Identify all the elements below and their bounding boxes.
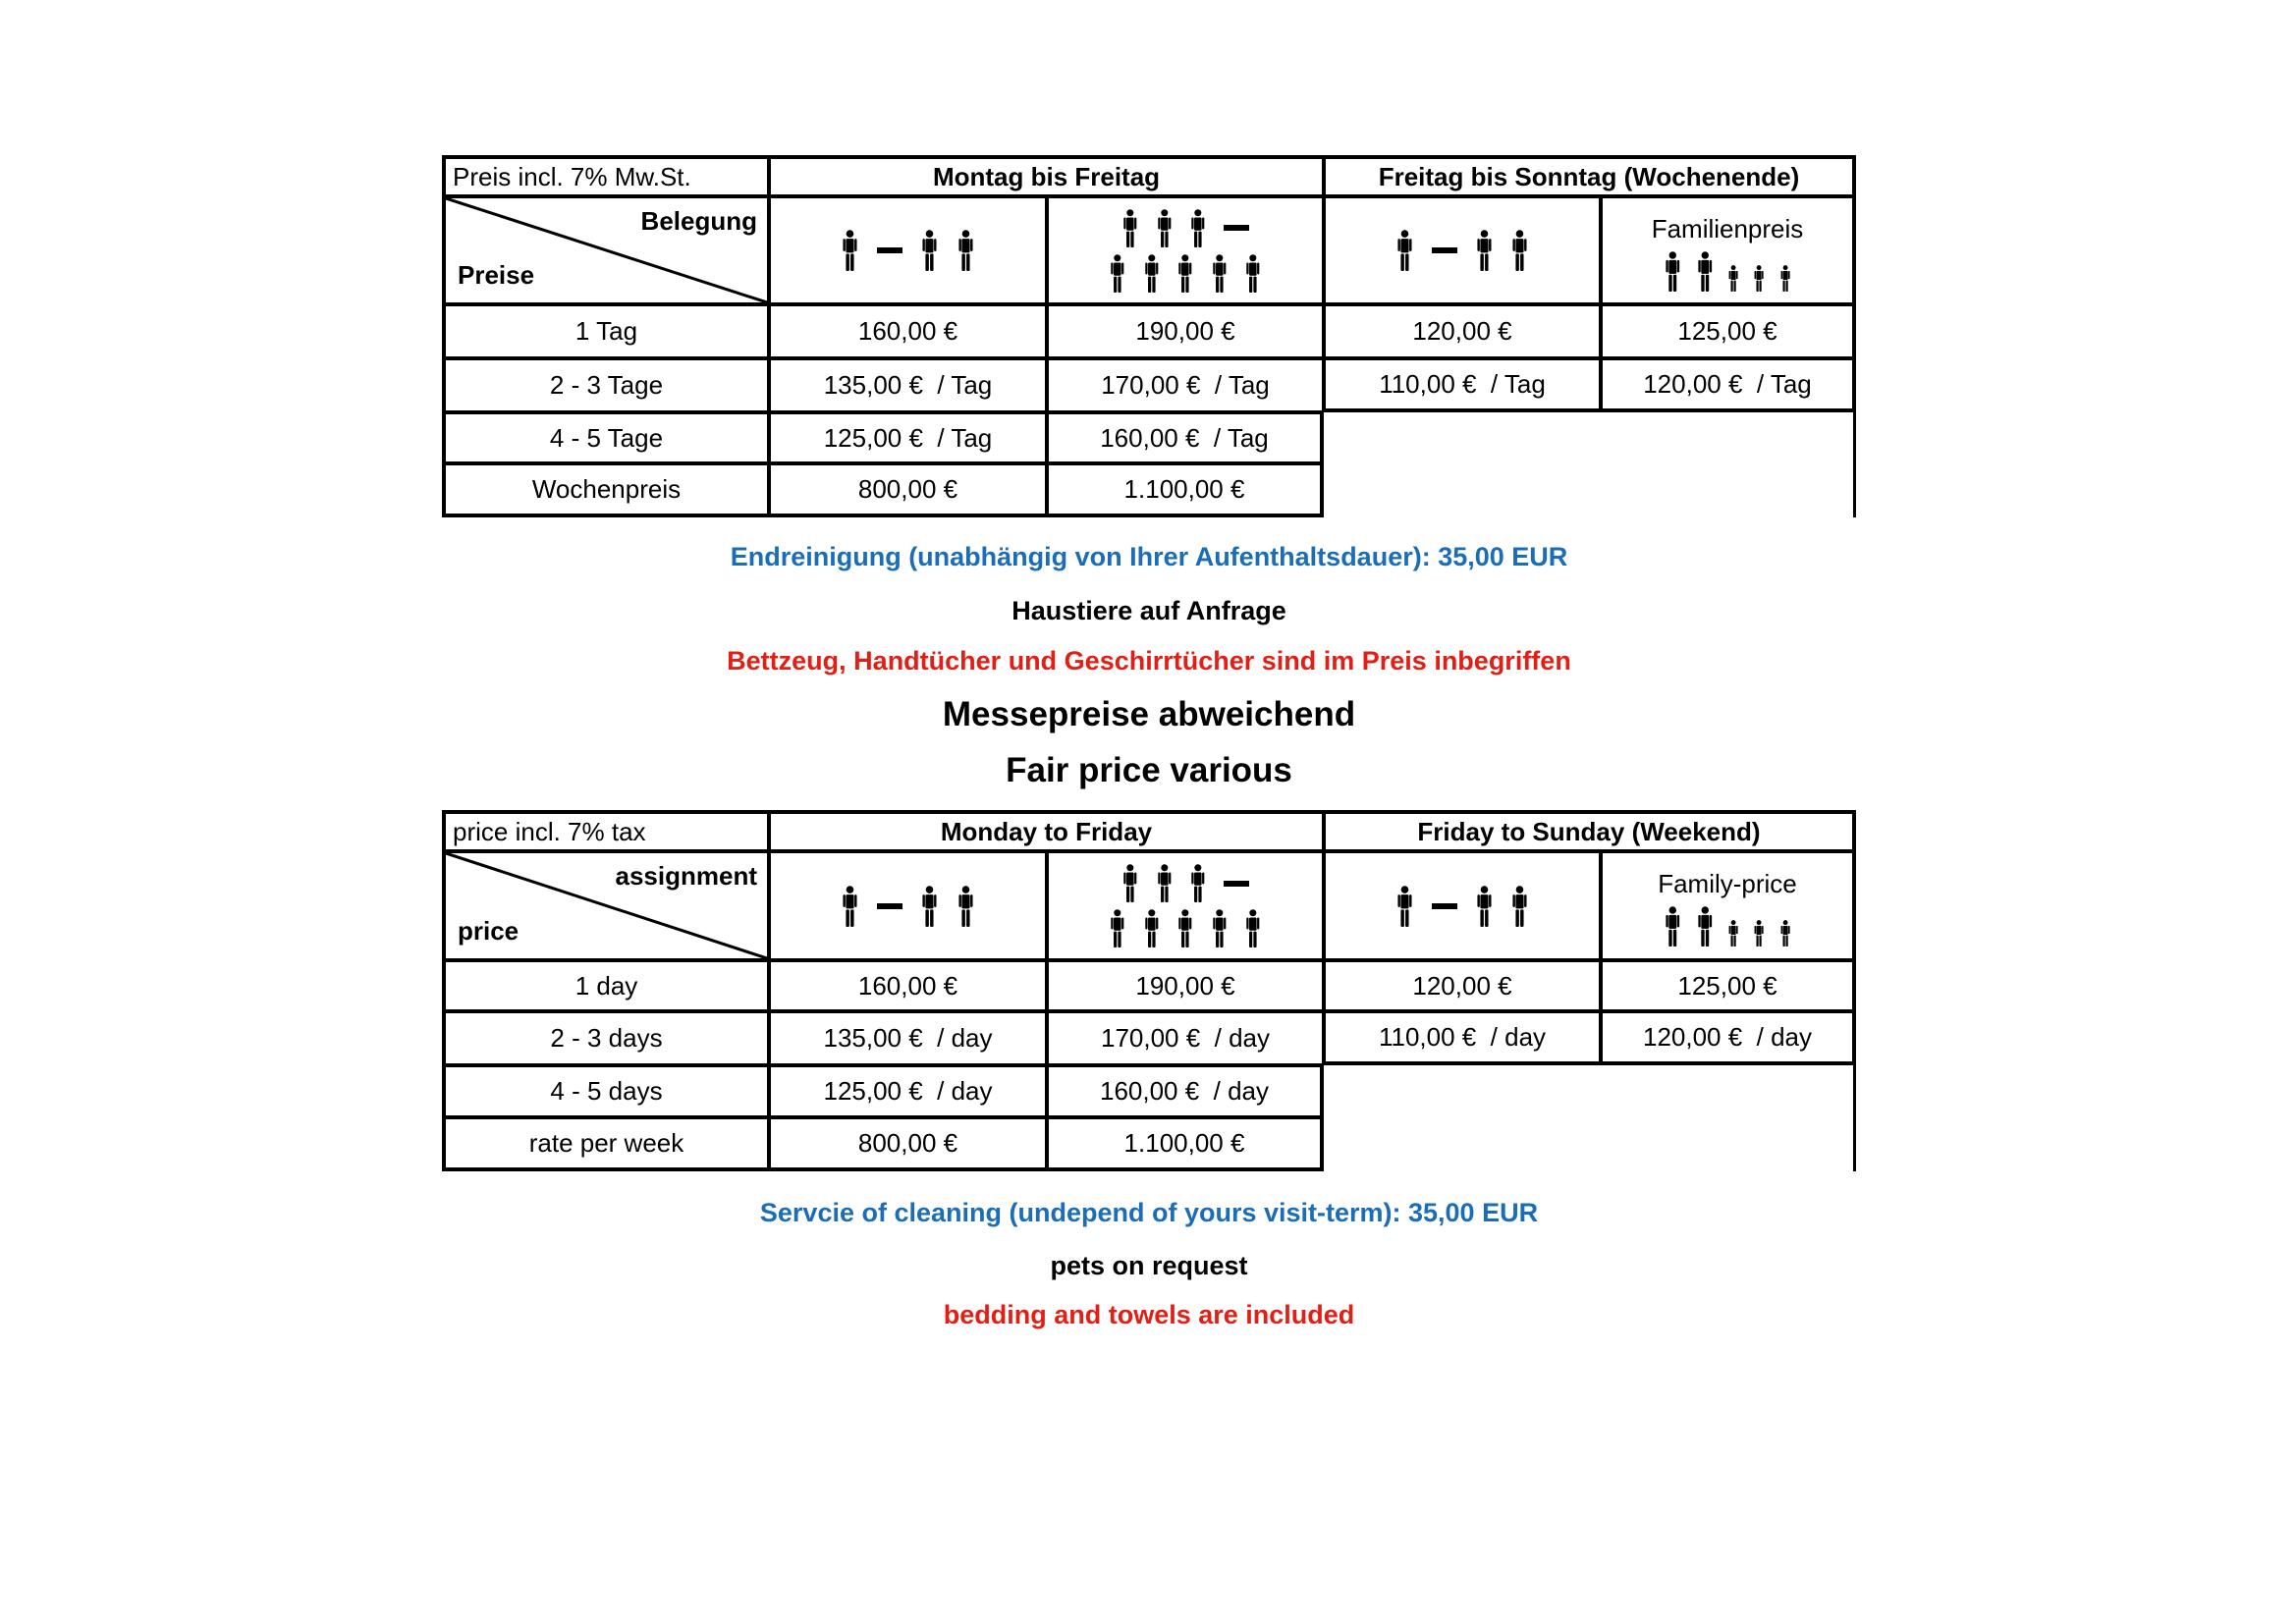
price-cell: 160,00 € — [769, 304, 1047, 358]
price-table-german — [442, 155, 1856, 517]
table-right-border-extension — [1853, 412, 1856, 517]
person-icon — [1664, 251, 1682, 292]
price-cell: 800,00 € — [769, 1117, 1047, 1171]
occupancy-axis-label: assignment — [615, 861, 757, 891]
person-icon — [1121, 864, 1139, 902]
person-icon — [957, 230, 975, 271]
price-cell: 120,00 € / Tag — [1601, 358, 1856, 412]
child-person-icon — [1753, 920, 1765, 947]
price-cell: 135,00 € / Tag — [769, 358, 1047, 412]
person-icon — [1143, 909, 1161, 947]
price-cell: 110,00 € / Tag — [1324, 358, 1601, 412]
family-price-cell — [1601, 851, 1856, 960]
price-axis-label: Preise — [458, 260, 535, 290]
price-cell: 120,00 € — [1324, 304, 1601, 358]
price-cell: 170,00 € / day — [1047, 1011, 1324, 1065]
person-icon — [1156, 864, 1174, 902]
person-icon — [1244, 909, 1262, 947]
person-icon — [1211, 254, 1229, 293]
occupancy-3-5-bottom-row — [1109, 254, 1262, 293]
person-icon — [1143, 254, 1161, 293]
diagonal-header-cell — [442, 196, 769, 304]
family-price-label: Family-price — [1658, 869, 1797, 898]
person-icon — [1189, 209, 1207, 247]
person-icon — [1109, 254, 1126, 293]
child-person-icon — [1727, 265, 1739, 292]
person-icon — [1121, 209, 1139, 247]
weekday-header-cell: Monday to Friday — [769, 810, 1324, 851]
child-person-icon — [1727, 920, 1739, 947]
child-person-icon — [1779, 920, 1791, 947]
person-icon — [1696, 906, 1715, 947]
person-icon — [957, 886, 975, 927]
occupancy-3-5-pictogram — [1047, 196, 1324, 304]
person-icon — [1510, 886, 1529, 927]
row-label: 4 - 5 days — [442, 1065, 769, 1117]
occupancy-3-5-top-row — [1121, 209, 1249, 247]
range-dash-icon — [877, 247, 902, 253]
tax-note-cell: price incl. 7% tax — [442, 810, 769, 851]
price-cell: 170,00 € / Tag — [1047, 358, 1324, 412]
person-icon — [1696, 251, 1715, 292]
row-label: rate per week — [442, 1117, 769, 1171]
person-icon — [1189, 864, 1207, 902]
table-right-border-extension — [1853, 1065, 1856, 1171]
occupancy-1-2-pictogram — [769, 851, 1047, 960]
note-linen-de: Bettzeug, Handtücher und Geschirrtücher sind im Preis inbegriffen — [727, 646, 1571, 676]
price-axis-label: price — [458, 916, 519, 946]
price-cell: 125,00 € — [1601, 960, 1856, 1011]
row-label: 1 day — [442, 960, 769, 1011]
occupancy-3-5-bottom-row — [1109, 909, 1262, 947]
price-cell: 125,00 € / Tag — [769, 412, 1047, 463]
family-pictogram — [1664, 906, 1791, 947]
note-pets-en: pets on request — [1050, 1251, 1248, 1280]
family-price-label: Familienpreis — [1651, 213, 1804, 244]
person-icon — [841, 886, 859, 927]
family-price-cell — [1601, 196, 1856, 304]
row-label: Wochenpreis — [442, 463, 769, 517]
child-person-icon — [1779, 265, 1791, 292]
headline-fair-prices-de: Messepreise abweichend — [942, 695, 1356, 733]
occupancy-1-2-pictogram — [769, 196, 1047, 304]
person-icon — [1475, 886, 1494, 927]
occupancy-weekend-1-2-pictogram — [1324, 851, 1601, 960]
price-cell: 160,00 € — [769, 960, 1047, 1011]
price-table-english — [442, 810, 1856, 1171]
row-label: 2 - 3 days — [442, 1011, 769, 1065]
price-cell: 110,00 € / day — [1324, 1011, 1601, 1065]
person-icon — [1109, 909, 1126, 947]
price-cell: 190,00 € — [1047, 960, 1324, 1011]
row-label: 2 - 3 Tage — [442, 358, 769, 412]
headline-fair-prices-en: Fair price various — [1006, 751, 1292, 789]
price-cell: 160,00 € / day — [1047, 1065, 1324, 1117]
row-label: 4 - 5 Tage — [442, 412, 769, 463]
price-cell: 135,00 € / day — [769, 1011, 1047, 1065]
price-cell: 1.100,00 € — [1047, 1117, 1324, 1171]
occupancy-3-5-pictogram — [1047, 851, 1324, 960]
note-cleaning-en: Servcie of cleaning (undepend of yours visit-term): 35,00 EUR — [759, 1198, 1539, 1227]
price-cell: 125,00 € — [1601, 304, 1856, 358]
person-icon — [841, 230, 859, 271]
price-cell: 190,00 € — [1047, 304, 1324, 358]
range-dash-icon — [1432, 903, 1457, 909]
price-cell: 120,00 € — [1324, 960, 1601, 1011]
price-cell: 120,00 € / day — [1601, 1011, 1856, 1065]
price-cell: 160,00 € / Tag — [1047, 412, 1324, 463]
occupancy-axis-label: Belegung — [640, 206, 757, 236]
weekend-header-cell: Freitag bis Sonntag (Wochenende) — [1324, 155, 1856, 196]
person-icon — [920, 886, 939, 927]
weekend-header-cell: Friday to Sunday (Weekend) — [1324, 810, 1856, 851]
person-icon — [1176, 909, 1194, 947]
range-dash-icon — [1224, 225, 1249, 231]
row-label: 1 Tag — [442, 304, 769, 358]
range-dash-icon — [877, 903, 902, 909]
person-icon — [1475, 230, 1494, 271]
person-icon — [1176, 254, 1194, 293]
person-icon — [1211, 909, 1229, 947]
person-icon — [1510, 230, 1529, 271]
weekday-header-cell: Montag bis Freitag — [769, 155, 1324, 196]
note-cleaning-de: Endreinigung (unabhängig von Ihrer Aufenthaltsdauer): 35,00 EUR — [730, 542, 1568, 571]
note-pets-de: Haustiere auf Anfrage — [1011, 596, 1286, 625]
person-icon — [1244, 254, 1262, 293]
price-cell: 125,00 € / day — [769, 1065, 1047, 1117]
range-dash-icon — [1224, 881, 1249, 887]
occupancy-weekend-1-2-pictogram — [1324, 196, 1601, 304]
person-icon — [1156, 209, 1174, 247]
person-icon — [920, 230, 939, 271]
note-linen-en: bedding and towels are included — [943, 1300, 1355, 1329]
occupancy-3-5-top-row — [1121, 864, 1249, 902]
person-icon — [1395, 886, 1414, 927]
person-icon — [1664, 906, 1682, 947]
price-cell: 800,00 € — [769, 463, 1047, 517]
family-pictogram — [1664, 251, 1791, 292]
tax-note-cell: Preis incl. 7% Mw.St. — [442, 155, 769, 196]
diagonal-header-cell — [442, 851, 769, 960]
range-dash-icon — [1432, 247, 1457, 253]
person-icon — [1395, 230, 1414, 271]
price-cell: 1.100,00 € — [1047, 463, 1324, 517]
child-person-icon — [1753, 265, 1765, 292]
